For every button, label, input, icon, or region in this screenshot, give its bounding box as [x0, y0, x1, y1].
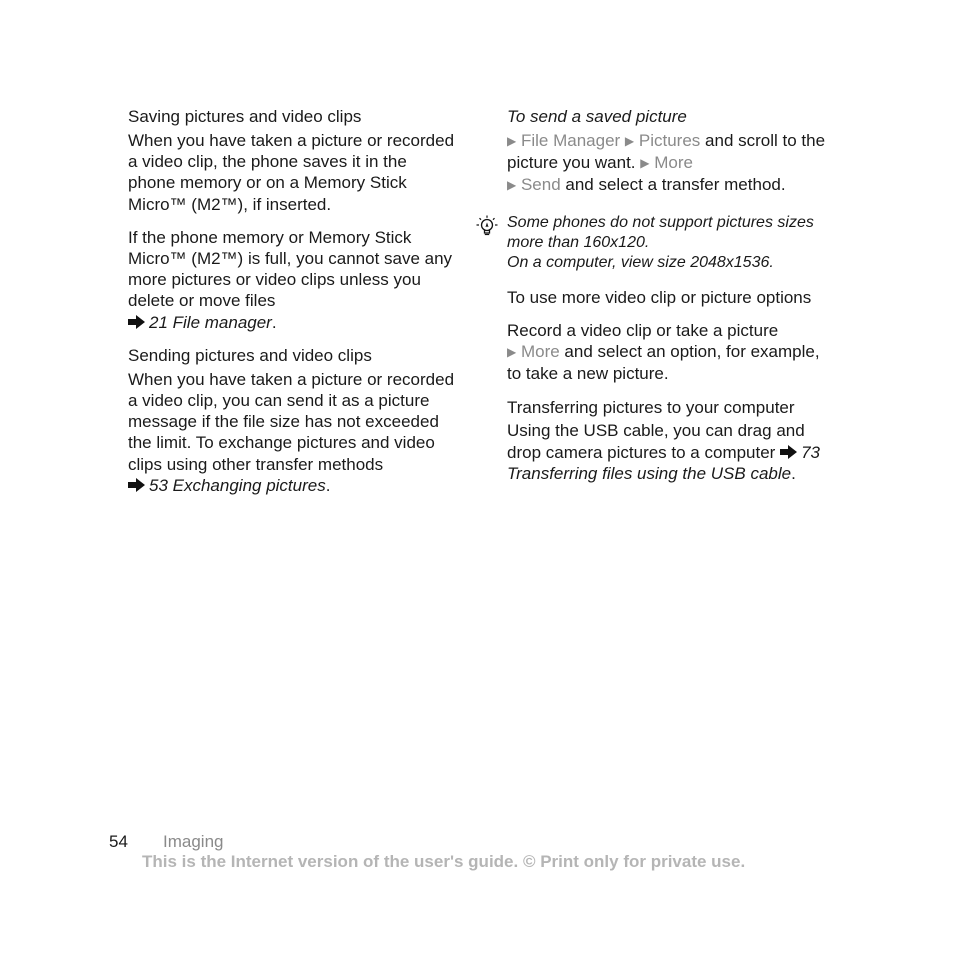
- paragraph-record-text: Record a video clip or take a picture: [507, 320, 779, 340]
- paragraph-sending-text: When you have taken a picture or recorded a video clip, you can send it as a picture message if the file size has not exceeded the limit. To exchange pictures and video clips using other transfer methods: [128, 369, 455, 474]
- paragraph-transferring: Using the USB cable, you can drag and drop camera pictures to a computer 73 Transferring files using the USB cable.: [507, 421, 821, 483]
- paragraph-use-more: To use more video clip or picture options: [507, 287, 812, 307]
- text-and-scroll: and scroll to the picture you want.: [507, 131, 826, 173]
- paragraph-sending: When you have taken a picture or recorded a video clip, you can send it as a picture message if the file size has not exceeded the limit. To exchange pictures and video clips using other transfer methods 53 Exchanging pictures.: [128, 369, 455, 495]
- section-heading-saving: Saving pictures and video clips: [128, 107, 362, 126]
- triangle-right-icon: ▶: [507, 345, 517, 360]
- paragraph-record: [507, 320, 837, 385]
- copyright-notice: This is the Internet version of the user's guide. © Print only for private use.: [142, 852, 746, 871]
- arrow-right-icon: [780, 445, 797, 459]
- menu-path-pictures: Pictures: [638, 131, 701, 150]
- paragraph-record-tail: and select an option, for example, to take a new picture.: [507, 342, 820, 384]
- triangle-right-icon: ▶: [640, 156, 650, 171]
- section-heading-send-saved: To send a saved picture: [507, 107, 687, 126]
- paragraph-saving-2: If the phone memory or Memory Stick Micro™ (M2™) is full, you cannot save any more pictures or video clips unless you delete or move files 21 File manager.: [128, 227, 453, 332]
- arrow-right-icon: [128, 478, 145, 492]
- menu-path-more-2: More: [520, 342, 560, 362]
- paragraph-transferring-text: Using the USB cable, you can drag and drop camera pictures to a computer: [507, 421, 805, 462]
- section-heading-sending: Sending pictures and video clips: [128, 345, 372, 365]
- menu-path-more: More: [654, 153, 693, 173]
- lightbulb-icon: [474, 214, 500, 240]
- right-column: [507, 106, 837, 496]
- section-name: Imaging: [163, 832, 224, 851]
- triangle-right-icon: ▶: [624, 134, 635, 148]
- triangle-right-icon: ▶: [507, 178, 517, 193]
- menu-path-send: Send: [520, 175, 561, 195]
- reference-link-file-manager[interactable]: 21 File manager: [149, 312, 272, 332]
- paragraph-saving-2-text: If the phone memory or Memory Stick Micro™ (M2™) is full, you cannot save any more pictures or video clips unless you delete or move files: [128, 227, 453, 311]
- tip-text-line2: On a computer, view size 2048x1536.: [507, 253, 774, 271]
- section-heading-transferring: Transferring pictures to your computer: [507, 398, 795, 418]
- tip-note: [507, 213, 837, 273]
- reference-link-transferring[interactable]: 73 Transferring files using the USB cable: [507, 442, 821, 483]
- tip-text-line1: Some phones do not support pictures sizes more than 160x120.: [507, 213, 814, 251]
- paragraph-send-steps: [507, 130, 837, 197]
- page-number: 54: [109, 832, 128, 851]
- menu-path-file-manager: File Manager: [520, 131, 621, 150]
- paragraph-saving-1: When you have taken a picture or recorded a video clip, the phone saves it in the phone memory or on a Memory Stick Micro™ (M2™), if inserted.: [128, 131, 455, 214]
- triangle-right-icon: ▶: [507, 134, 517, 148]
- arrow-right-icon: [128, 315, 145, 329]
- left-column: [128, 106, 458, 508]
- reference-link-exchanging[interactable]: 53 Exchanging pictures: [149, 475, 326, 495]
- text-select-transfer: and select a transfer method.: [560, 175, 786, 195]
